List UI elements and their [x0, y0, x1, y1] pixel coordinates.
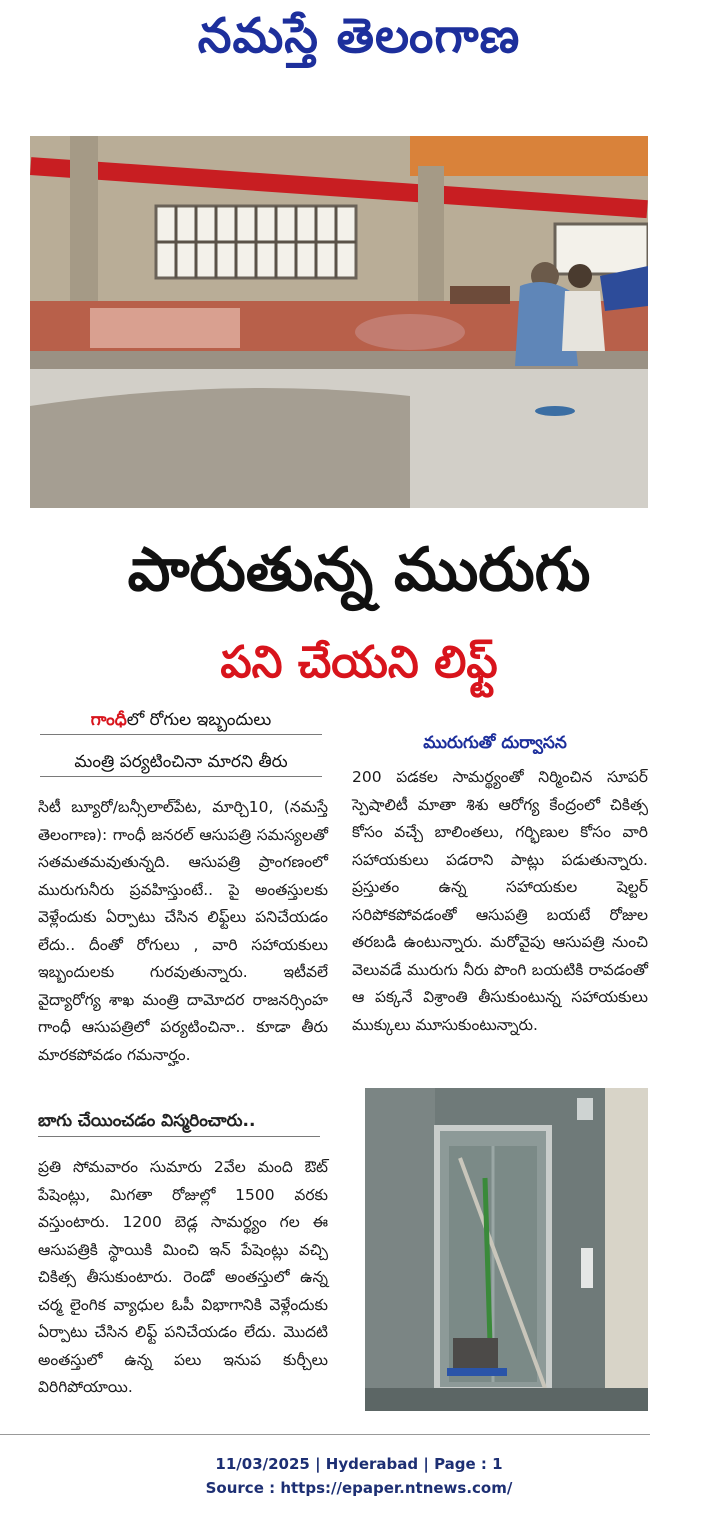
- article-left-paragraph-1: సిటీ బ్యూరో/బన్సీలాల్‌పేట, మార్చి10, (నమస్తే తెలంగాణ): గాంధీ జనరల్ ఆసుపత్రి సమస్యలతో సతమతమవుతున్నది. ఆసుపత్రి ప్రాంగణంలో మురుగునీరు ప్రవహిస్తుంటే.. పై అంతస్తులకు వెళ్లేందుకు ఏర్పాటు చేసిన లిఫ్ట్‌లు పనిచేయడం లేదు.. దీంతో రోగులు , వారి సహాయకులు ఇబ్బందులకు గురవుతున్నారు. ఇటీవలే వైద్యారోగ్య శాఖ మంత్రి దామోదర రాజనర్సింహ గాంధీ ఆసుపత్రిలో పర్యటించినా.. కూడా తీరు మారకపోవడం గమనార్హం.: [38, 798, 328, 1064]
- kicker-line-1: [40, 706, 322, 735]
- kicker-line-2: మంత్రి పర్యటించినా మారని తీరు: [40, 748, 322, 777]
- broken-lift-photo: [365, 1088, 648, 1411]
- article-left-subtitle: బాగు చేయించడం విస్మరించారు..: [38, 1106, 320, 1137]
- article-right-subtitle: మురుగుతో దుర్వాసన: [423, 733, 567, 753]
- kicker-rest-text: లో రోగుల ఇబ్బందులు: [126, 710, 272, 730]
- footer-date-location: 11/03/2025 | Hyderabad | Page : 1: [215, 1455, 503, 1473]
- headline: పారుతున్న మురుగు: [127, 535, 591, 605]
- article-left-paragraph-2: ప్రతి సోమవారం సుమారు 2వేల మంది ఔట్ పేషెంట్లు, మిగతా రోజుల్లో 1500 వరకు వస్తుంటారు. 1200 బెడ్ల సామర్థ్యం గల ఈ ఆసుపత్రికి స్థాయికి మించి ఇన్ పేషెంట్లు వచ్చి చికిత్స తీసుకుంటారు. రెండో అంతస్తులో ఉన్న చర్మ లైంగిక వ్యాధుల ఓపీ విభాగానికి వెళ్లేందుకు ఏర్పాటు చేసిన లిఫ్ట్ పనిచేయడం లేదు. మొదటి అంతస్తులో ఉన్న పలు ఇనుప కుర్చీలు విరిగిపోయాయి.: [38, 1158, 328, 1396]
- subheadline: పని చేయని లిఫ్ట్: [220, 637, 498, 688]
- footer-source-link[interactable]: Source : https://epaper.ntnews.com/: [205, 1479, 513, 1497]
- masthead-title: నమస్తే తెలంగాణ: [197, 8, 521, 64]
- hospital-courtyard-photo: [30, 136, 648, 508]
- article-right-paragraph: 200 పడకల సామర్థ్యంతో నిర్మించిన సూపర్ స్పెషాలిటీ మాతా శిశు ఆరోగ్య కేంద్రంలో చికిత్స కోసం వచ్చే బాలింతలు, గర్భిణుల కోసం వారి సహాయకులు పడరాని పాట్లు పడుతున్నారు. ప్రస్తుతం ఉన్న సహాయకుల షెల్టర్ సరిపోకపోవడంతో ఆసుపత్రి బయటే రోజుల తరబడి ఉంటున్నారు. మరోవైపు ఆసుపత్రి నుంచి వెలువడే మురుగు నీరు పొంగి బయటికి రావడంతో ఆ పక్కనే విశ్రాంతి తీసుకుంటున్న సహాయకులు ముక్కులు మూసుకుంటున్నారు.: [352, 768, 648, 1034]
- kicker-red-text: గాంధీ: [90, 710, 127, 730]
- footer-divider: [0, 1434, 650, 1435]
